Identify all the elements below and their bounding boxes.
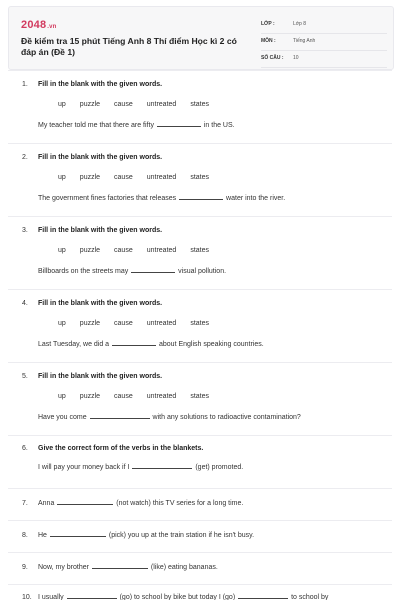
word-bank-item: untreated (146, 174, 177, 181)
question-number: 10. (22, 594, 32, 600)
sentence-after: about English speaking countries. (159, 341, 264, 348)
sentence-before: I usually (38, 594, 64, 600)
question-instruction: Fill in the blank with the given words. (38, 154, 163, 161)
question-item (0, 70, 400, 143)
word-bank-item: up (58, 247, 66, 254)
answer-blank[interactable] (90, 417, 150, 419)
word-bank-item: cause (114, 393, 133, 400)
question-sentence (38, 594, 328, 600)
question-sentence (38, 268, 226, 275)
divider (8, 362, 392, 363)
sentence-after: (not watch) this TV series for a long time. (116, 500, 244, 507)
sentence-before: Last Tuesday, we did a (38, 341, 110, 348)
question-item (0, 362, 400, 435)
question-instruction: Fill in the blank with the given words. (38, 373, 163, 380)
sentence-before: Billboards on the streets may (38, 268, 129, 275)
sentence-after: visual pollution. (178, 268, 227, 275)
answer-blank[interactable] (67, 597, 117, 599)
sentence-before: Anna (38, 500, 55, 507)
meta-row-subject (261, 36, 387, 51)
sentence-after: to school by (291, 594, 329, 600)
question-number: 3. (22, 227, 28, 234)
meta-row-class (261, 19, 387, 34)
word-bank-item: puzzle (79, 101, 101, 108)
word-bank-item: puzzle (79, 247, 101, 254)
meta-value: Lớp 8 (293, 21, 307, 27)
question-item (0, 216, 400, 289)
word-bank-item: puzzle (79, 320, 101, 327)
logo-main: 2048 (21, 19, 47, 31)
word-bank-item: up (58, 393, 66, 400)
divider (8, 143, 392, 144)
question-number: 9. (22, 564, 28, 571)
question-instruction: Give the correct form of the verbs in the blankets. (38, 445, 204, 452)
question-item (0, 435, 400, 488)
meta-label: LỚP : (261, 21, 275, 27)
question-sentence (38, 195, 285, 202)
meta-label: SỐ CÂU : (261, 55, 284, 61)
logo-sub: .vn (47, 24, 57, 30)
question-number: 8. (22, 532, 28, 539)
question-number: 5. (22, 373, 28, 380)
word-bank-item: states (190, 101, 209, 108)
question-instruction: Fill in the blank with the given words. (38, 227, 163, 234)
word-bank-item: up (58, 320, 66, 327)
question-instruction: Fill in the blank with the given words. (38, 81, 163, 88)
word-bank-item: puzzle (79, 393, 101, 400)
question-sentence (38, 414, 301, 421)
divider (8, 289, 392, 290)
sentence-before: Now, my brother (38, 564, 89, 571)
document-title: Đề kiểm tra 15 phút Tiếng Anh 8 Thí điểm Học kì 2 có đáp án (Đề 1) (21, 36, 237, 57)
word-bank (58, 174, 223, 181)
question-instruction: Fill in the blank with the given words. (38, 300, 163, 307)
question-sentence (38, 464, 243, 471)
divider (8, 435, 392, 436)
question-number: 1. (22, 81, 28, 88)
word-bank-item: untreated (146, 247, 177, 254)
sentence-before: My teacher told me that there are fifty (38, 122, 154, 129)
meta-value: 10 (293, 55, 299, 61)
sentence-after: (get) promoted. (195, 464, 244, 471)
meta-row-question-count (261, 53, 387, 68)
sentence-after: in the US. (203, 122, 235, 129)
word-bank-item: puzzle (79, 174, 101, 181)
word-bank-item: states (190, 320, 209, 327)
question-item (0, 143, 400, 216)
answer-blank[interactable] (132, 467, 192, 469)
sentence-after: water into the river. (226, 195, 286, 202)
question-item (0, 584, 400, 600)
answer-blank[interactable] (92, 567, 148, 569)
sentence-after: (pick) you up at the train station if he isn't busy. (108, 532, 255, 539)
question-sentence (38, 532, 254, 539)
word-bank-item: cause (114, 174, 133, 181)
sentence-before: He (38, 532, 47, 539)
word-bank (58, 101, 223, 108)
word-bank-item: up (58, 101, 66, 108)
sentence-middle: (go) to school by bike but today I (go) (119, 594, 236, 600)
word-bank-item: cause (114, 101, 133, 108)
answer-blank[interactable] (57, 503, 113, 505)
site-logo[interactable] (21, 19, 57, 31)
answer-blank[interactable] (112, 344, 156, 346)
word-bank-item: cause (114, 320, 133, 327)
question-sentence (38, 500, 243, 507)
question-number: 2. (22, 154, 28, 161)
divider (8, 488, 392, 489)
question-item (0, 520, 400, 552)
divider (8, 552, 392, 553)
question-item (0, 488, 400, 520)
word-bank-item: cause (114, 247, 133, 254)
word-bank (58, 247, 223, 254)
sentence-after: with any solutions to radioactive contamination? (152, 414, 301, 421)
question-item (0, 552, 400, 584)
divider (8, 520, 392, 521)
sentence-before: I will pay your money back if I (38, 464, 130, 471)
word-bank-item: untreated (146, 320, 177, 327)
answer-blank[interactable] (179, 198, 223, 200)
word-bank-item: states (190, 174, 209, 181)
word-bank-item: untreated (146, 393, 177, 400)
word-bank-item: up (58, 174, 66, 181)
question-item (0, 289, 400, 362)
question-sentence (38, 564, 218, 571)
divider (8, 584, 392, 585)
document-meta (261, 19, 387, 70)
answer-blank[interactable] (157, 125, 201, 127)
word-bank-item: states (190, 393, 209, 400)
question-number: 7. (22, 500, 28, 507)
sentence-before: The government fines factories that releases (38, 195, 177, 202)
word-bank-item: states (190, 247, 209, 254)
word-bank (58, 320, 223, 327)
question-number: 4. (22, 300, 28, 307)
word-bank-item: untreated (146, 101, 177, 108)
divider (8, 216, 392, 217)
answer-blank[interactable] (131, 271, 175, 273)
question-sentence (38, 341, 264, 348)
divider (8, 70, 392, 71)
meta-label: MÔN : (261, 38, 276, 44)
sentence-after: (like) eating bananas. (150, 564, 218, 571)
document-header (8, 6, 394, 70)
answer-blank[interactable] (238, 597, 288, 599)
word-bank (58, 393, 223, 400)
question-sentence (38, 122, 235, 129)
answer-blank[interactable] (50, 535, 106, 537)
sentence-before: Have you come (38, 414, 87, 421)
meta-value: Tiếng Anh (293, 38, 316, 44)
question-number: 6. (22, 445, 28, 452)
